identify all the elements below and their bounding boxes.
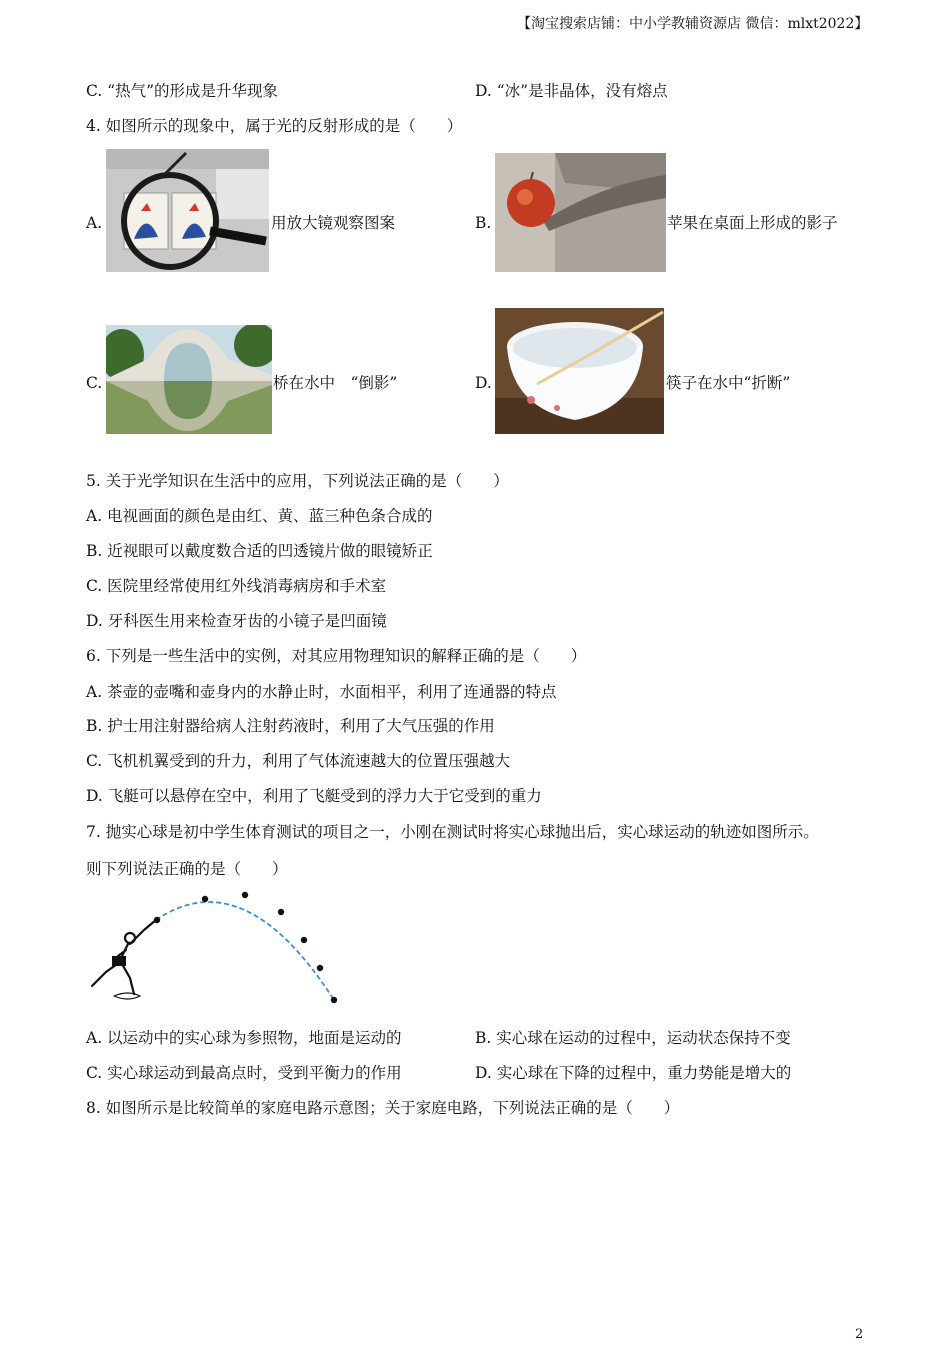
q7-option-d: D. 实心球在下降的过程中，重力势能是增大的 — [475, 1064, 792, 1082]
q4-option-a-text: 用放大镜观察图案 — [271, 214, 396, 232]
q8-stem: 8. 如图所示是比较简单的家庭电路示意图；关于家庭电路，下列说法正确的是（ ） — [86, 1099, 680, 1117]
q5-option-b: B. 近视眼可以戴度数合适的凹透镜片做的眼镜矫正 — [86, 542, 433, 560]
q7-option-b: B. 实心球在运动的过程中，运动状态保持不变 — [475, 1029, 791, 1047]
q4-option-d-text: 筷子在水中“折断” — [666, 374, 791, 392]
q3-option-c: C. “热气”的形成是升华现象 — [86, 82, 279, 100]
ball-position-3 — [242, 892, 248, 898]
ball-position-5 — [301, 937, 307, 943]
apple-shadow-photo — [495, 153, 666, 272]
header-watermark: 【淘宝搜索店铺：中小学教辅资源店 微信：mlxt2022】 — [517, 16, 869, 32]
q4-option-a-letter: A. — [86, 214, 103, 232]
q5-option-d: D. 牙科医生用来检查牙齿的小镜子是凹面镜 — [86, 612, 387, 630]
ball-position-4 — [278, 909, 284, 915]
bridge-reflection-photo — [106, 325, 272, 434]
q4-option-c-text: 桥在水中 “倒影” — [273, 374, 398, 392]
q3-option-d: D. “冰”是非晶体，没有熔点 — [475, 82, 668, 100]
q4-option-d-letter: D. — [475, 374, 492, 392]
q6-option-b: B. 护士用注射器给病人注射药液时，利用了大气压强的作用 — [86, 717, 495, 735]
page-number: 2 — [855, 1327, 864, 1342]
q7-stem-line1: 7. 抛实心球是初中学生体育测试的项目之一，小刚在测试时将实心球抛出后，实心球运动的轨迹如图所示。 — [86, 823, 819, 841]
shot-put-trajectory-figure — [84, 886, 346, 1010]
q7-stem-line2: 则下列说法正确的是（ ） — [86, 860, 288, 878]
q4-option-b-letter: B. — [475, 214, 492, 232]
magnifier-stamps-photo — [106, 149, 269, 272]
q7-option-c: C. 实心球运动到最高点时，受到平衡力的作用 — [86, 1064, 402, 1082]
q5-option-a: A. 电视画面的颜色是由红、黄、蓝三种色条合成的 — [86, 507, 433, 525]
q6-option-a: A. 茶壶的壶嘴和壶身内的水静止时，水面相平，利用了连通器的特点 — [86, 683, 557, 701]
q6-option-c: C. 飞机机翼受到的升力，利用了气体流速越大的位置压强越大 — [86, 752, 511, 770]
ball-position-7 — [331, 997, 337, 1003]
q5-stem: 5. 关于光学知识在生活中的应用，下列说法正确的是（ ） — [86, 472, 509, 490]
q4-option-b-text: 苹果在桌面上形成的影子 — [667, 214, 838, 232]
ball-position-2 — [202, 896, 208, 902]
q5-option-c: C. 医院里经常使用红外线消毒病房和手术室 — [86, 577, 387, 595]
q6-option-d: D. 飞艇可以悬停在空中，利用了飞艇受到的浮力大于它受到的重力 — [86, 787, 542, 805]
q4-stem: 4. 如图所示的现象中，属于光的反射形成的是（ ） — [86, 117, 463, 135]
q7-option-a: A. 以运动中的实心球为参照物，地面是运动的 — [86, 1029, 402, 1047]
q4-option-c-letter: C. — [86, 374, 103, 392]
q6-stem: 6. 下列是一些生活中的实例，对其应用物理知识的解释正确的是（ ） — [86, 647, 587, 665]
chopstick-bowl-photo — [495, 308, 664, 434]
ball-position-6 — [317, 965, 323, 971]
